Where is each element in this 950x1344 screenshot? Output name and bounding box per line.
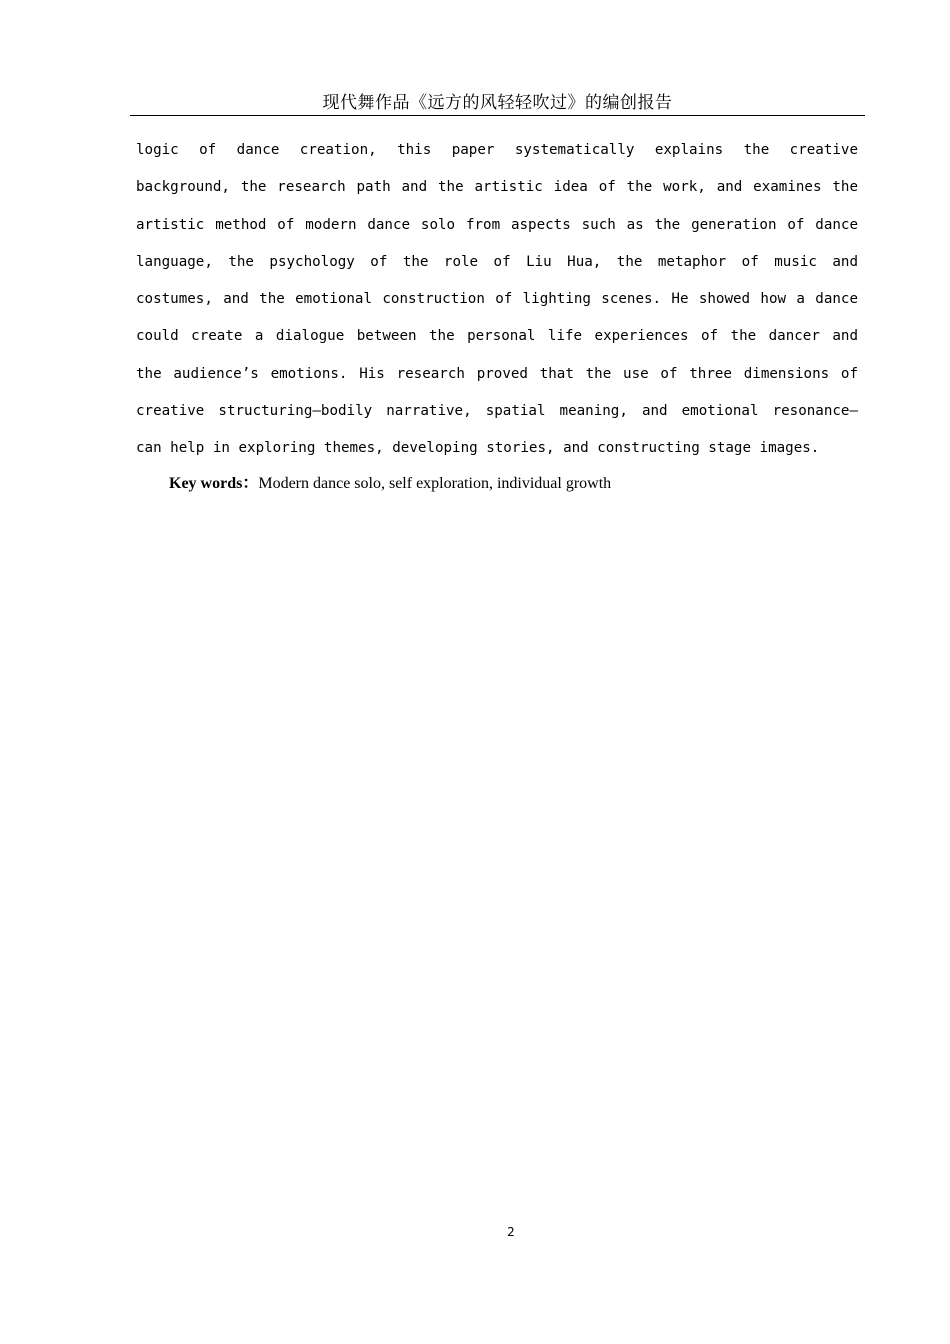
keywords-value: Modern dance solo, self exploration, individual growth bbox=[258, 475, 612, 492]
keywords-line bbox=[169, 472, 611, 496]
abstract-body bbox=[136, 138, 858, 474]
abstract-line: the audience’s emotions. His research proved that the use of three dimensions of bbox=[136, 365, 858, 382]
header-divider bbox=[130, 115, 865, 116]
abstract-line: can help in exploring themes, developing stories, and constructing stage images. bbox=[136, 440, 820, 457]
abstract-line: creative structuring—bodily narrative, spatial meaning, and emotional resonance— bbox=[136, 403, 858, 420]
abstract-line: language, the psychology of the role of Liu Hua, the metaphor of music and bbox=[136, 253, 858, 270]
running-header-title: 现代舞作品《远方的风轻轻吹过》的编创报告 bbox=[322, 93, 673, 113]
abstract-line: logic of dance creation, this paper systematically explains the creative bbox=[136, 142, 858, 158]
abstract-line: background, the research path and the artistic idea of the work, and examines the bbox=[136, 179, 858, 196]
abstract-line: artistic method of modern dance solo from aspects such as the generation of dance bbox=[136, 216, 858, 233]
abstract-line: could create a dialogue between the personal life experiences of the dancer and bbox=[136, 328, 858, 345]
keywords-label: Key words： bbox=[169, 475, 259, 492]
abstract-line: costumes, and the emotional construction of lighting scenes. He showed how a dance bbox=[136, 291, 858, 308]
page-number: 2 bbox=[507, 1225, 515, 1239]
